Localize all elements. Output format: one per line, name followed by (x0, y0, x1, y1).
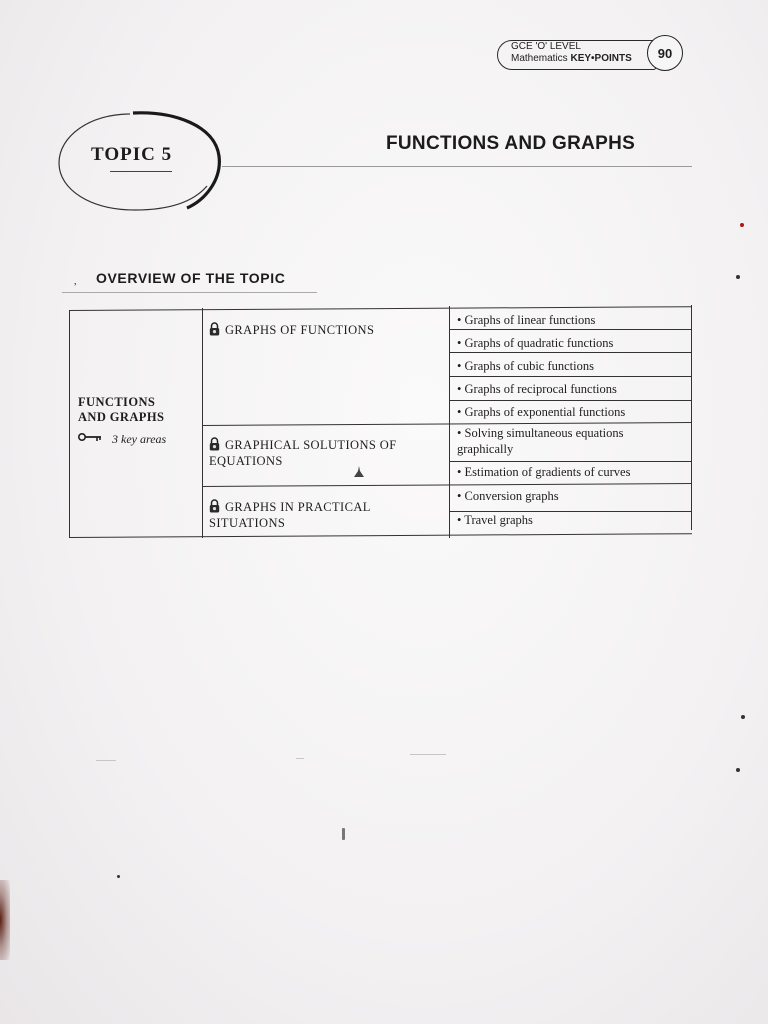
scan-smudge (410, 754, 446, 755)
area-2-label-line2: EQUATIONS (209, 454, 283, 468)
badge-level-text: GCE 'O' LEVEL (511, 41, 581, 52)
root-title-line2: AND GRAPHS (78, 410, 165, 424)
printed-mark-icon (353, 465, 365, 479)
scan-speck (740, 223, 744, 227)
overview-rule (62, 292, 317, 293)
title-rule (222, 166, 692, 167)
scan-speck (741, 715, 745, 719)
point-simultaneous: • Solving simultaneous equations (457, 426, 624, 440)
area-1-label: GRAPHS OF FUNCTIONS (225, 323, 375, 337)
point-divider (449, 461, 691, 462)
padlock-icon (209, 499, 220, 513)
point-gradients: • Estimation of gradients of curves (457, 465, 631, 479)
point-divider (449, 400, 691, 401)
point-conversion: • Conversion graphs (457, 489, 559, 503)
point-linear: • Graphs of linear functions (457, 313, 596, 327)
point-divider (449, 329, 691, 330)
badge-subject-text (511, 53, 632, 64)
scan-edge-shadow (0, 880, 10, 960)
point-cubic: • Graphs of cubic functions (457, 359, 594, 373)
scan-smudge (96, 760, 116, 761)
area-3-label-line1: GRAPHS IN PRACTICAL (225, 500, 371, 514)
padlock-icon (209, 437, 220, 451)
scan-speck (736, 768, 740, 772)
padlock-icon (209, 322, 220, 336)
area-divider-2 (202, 483, 692, 487)
scan-smudge (296, 758, 304, 759)
table-divider-2 (449, 306, 450, 538)
area-2-label-line1: GRAPHICAL SOLUTIONS OF (225, 438, 397, 452)
overview-bullet-mark: , (74, 276, 77, 287)
topic-label: TOPIC 5 (91, 144, 173, 165)
table-border-top (69, 306, 692, 311)
point-exponential: • Graphs of exponential functions (457, 405, 626, 419)
root-key-areas (78, 431, 166, 447)
point-divider (449, 511, 691, 512)
header-badge (497, 38, 687, 72)
area-2-name (209, 437, 397, 453)
table-divider-1 (202, 308, 203, 538)
point-reciprocal: • Graphs of reciprocal functions (457, 382, 617, 396)
area-1-name (209, 322, 374, 338)
key-icon (78, 431, 102, 446)
page-number: 90 (647, 35, 683, 71)
point-travel: • Travel graphs (457, 513, 533, 527)
overview-heading: OVERVIEW OF THE TOPIC (96, 270, 286, 286)
table-border-right (691, 305, 692, 530)
area-3-name (209, 499, 371, 515)
page-title: FUNCTIONS AND GRAPHS (386, 133, 636, 154)
point-simultaneous-cont: graphically (457, 442, 514, 456)
root-title-line1: FUNCTIONS (78, 395, 156, 409)
point-divider (449, 352, 691, 353)
scan-speck (736, 275, 740, 279)
topic-underline (110, 171, 172, 172)
badge-subject-prefix: Mathematics (511, 53, 571, 64)
table-border-bottom (69, 533, 692, 538)
key-areas-text: 3 key areas (112, 432, 167, 446)
point-divider (449, 376, 691, 377)
scan-speck (117, 875, 120, 878)
area-3-label-line2: SITUATIONS (209, 516, 286, 530)
overview-table (69, 305, 692, 538)
table-border-left (69, 310, 70, 538)
scan-speck (342, 828, 345, 840)
point-quadratic: • Graphs of quadratic functions (457, 336, 614, 350)
badge-keypoints: KEY•POINTS (570, 53, 632, 64)
